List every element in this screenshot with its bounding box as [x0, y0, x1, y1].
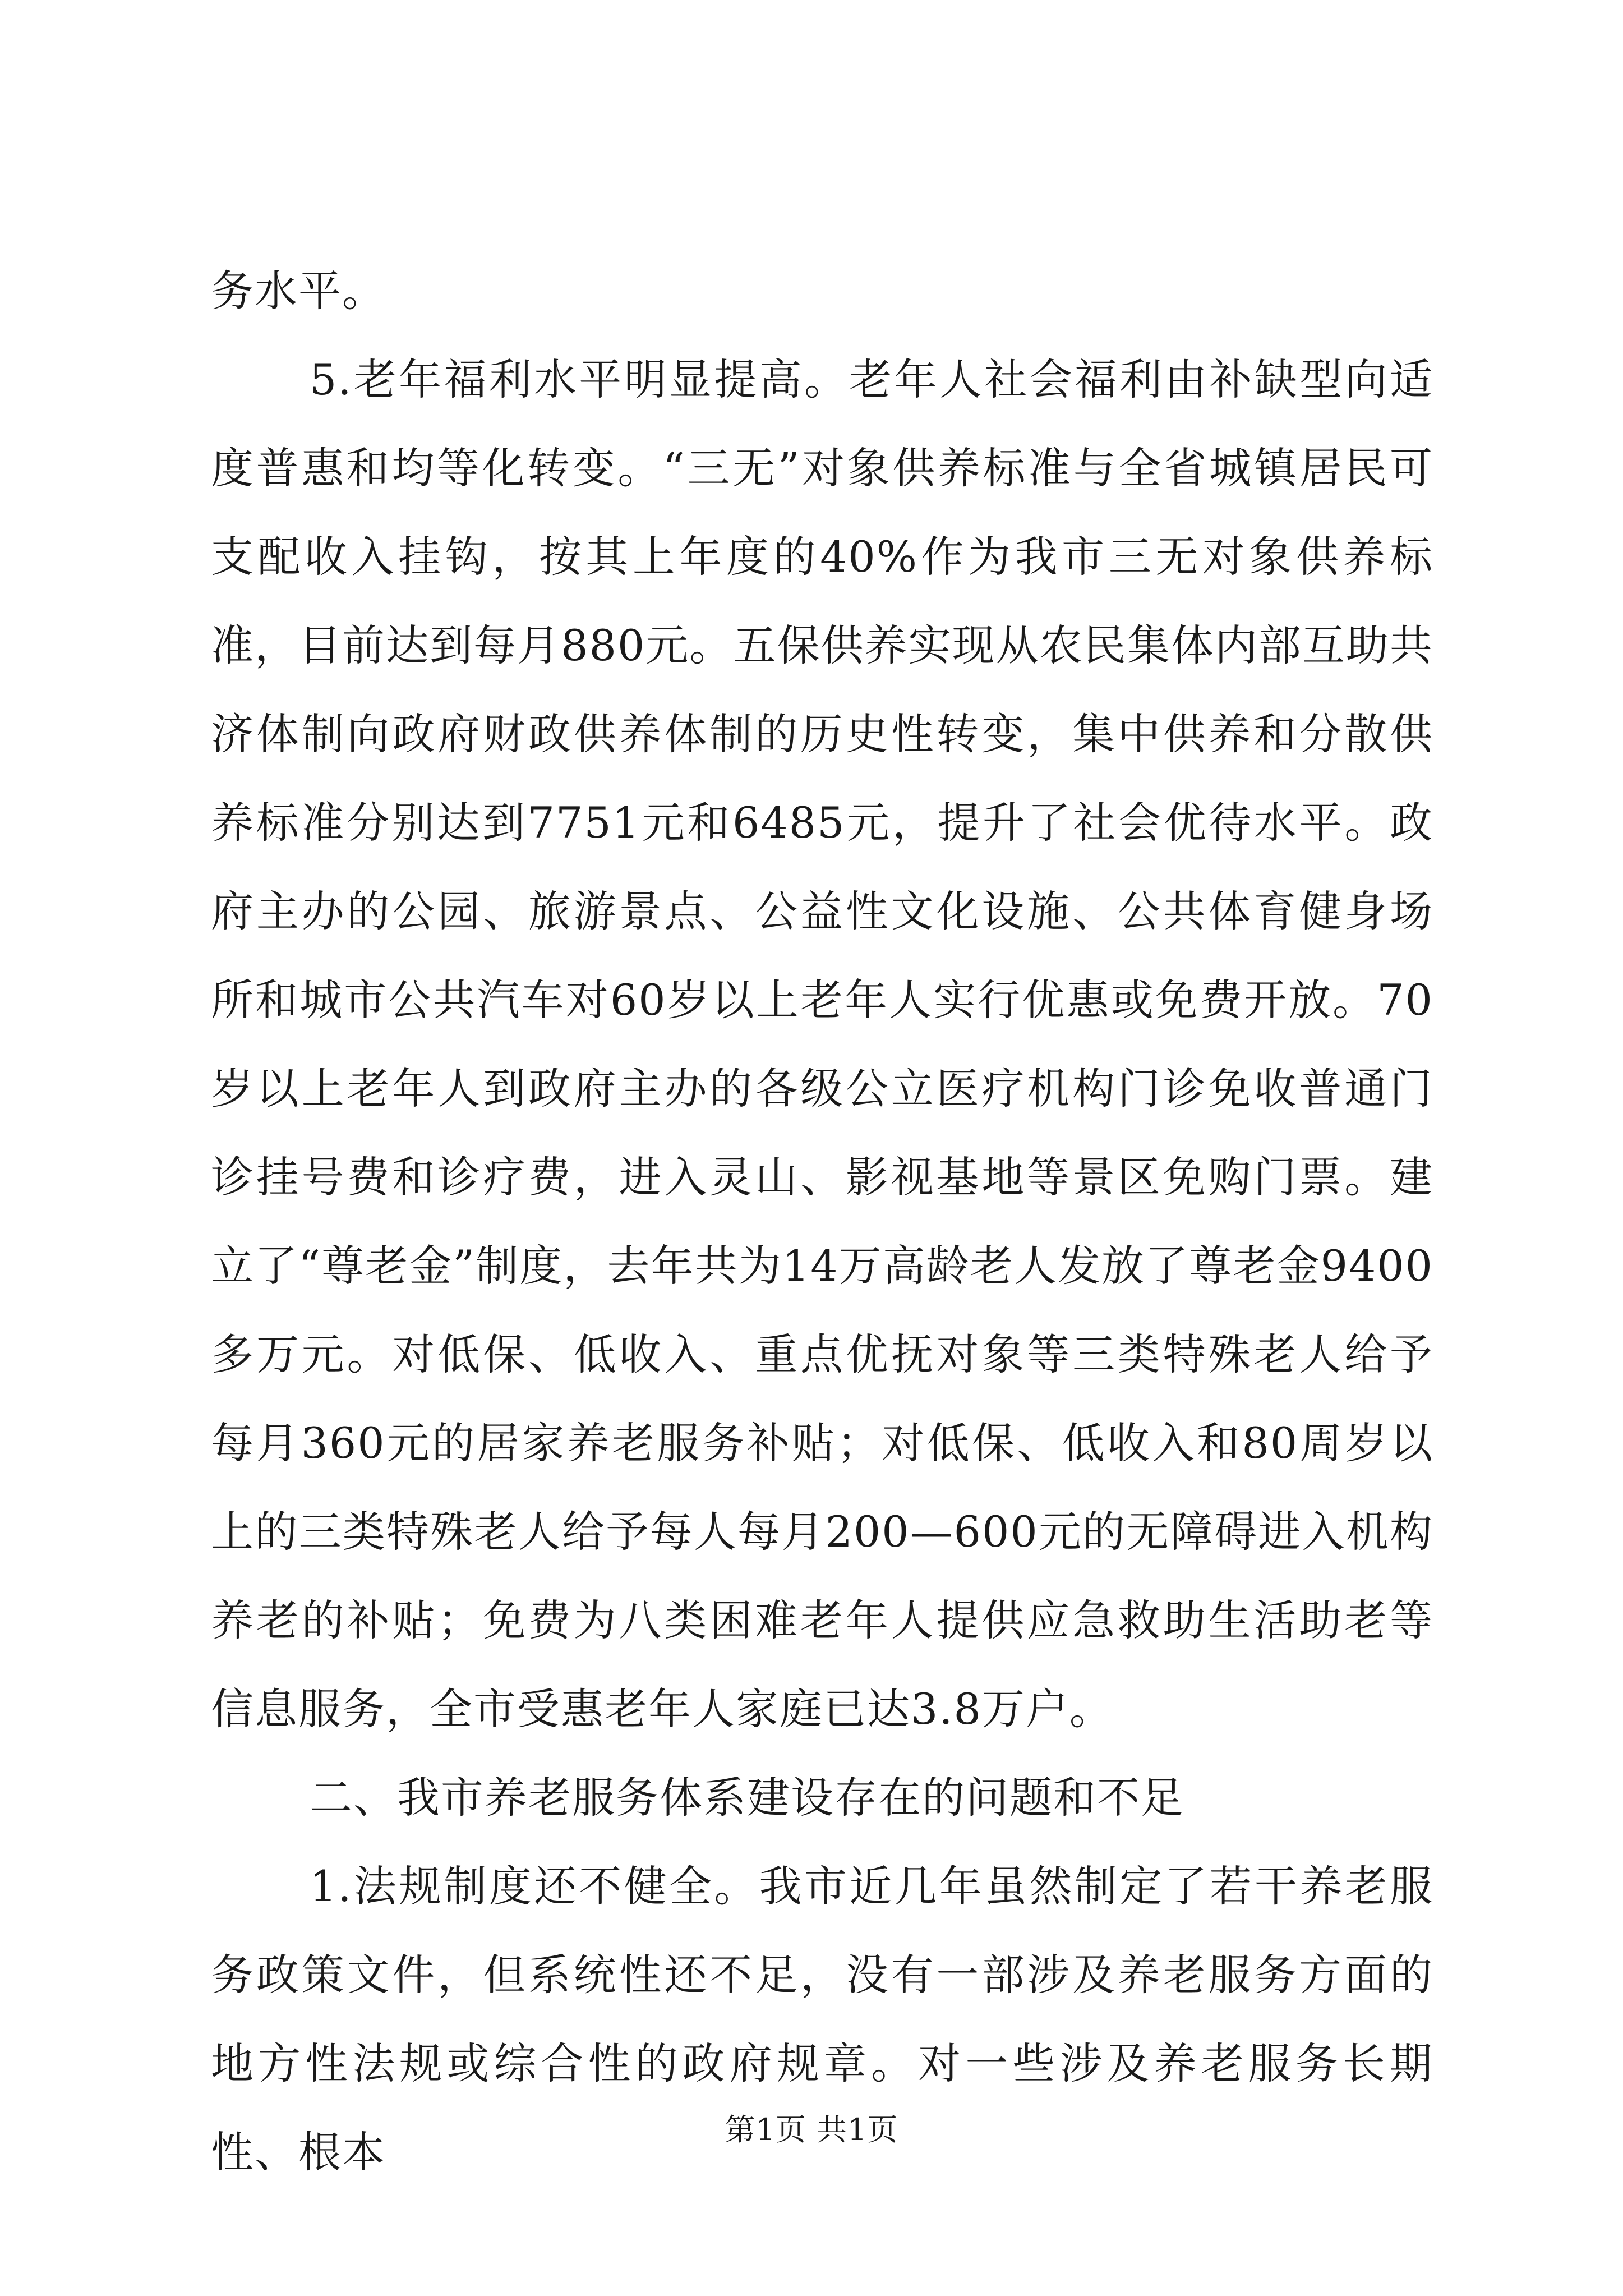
page-footer: 第1页 共1页 [725, 2112, 898, 2147]
paragraph-welfare: 5.老年福利水平明显提高。老年人社会福利由补缺型向适度普惠和均等化转变。“三无”对象供养标准与全省城镇居民可支配收入挂钩，按其上年度的40%作为我市三无对象供养标准，目前达到每月880元。五保供养实现从农民集体内部互助共济体制向政府财政供养体制的历史性转变，集中供养和分散供养标准分别达到7751元和6485元，提升了社会优待水平。政府主办的公园、旅游景点、公益性文化设施、公共体育健身场所和城市公共汽车对60岁以上老年人实行优惠或免费开放。70岁以上老年人到政府主办的各级公立医疗机构门诊免收普通门诊挂号费和诊疗费，进入灵山、影视基地等景区免购门票。建立了“尊老金”制度，去年共为14万高龄老人发放了尊老金9400多万元。对低保、低收入、重点优抚对象等三类特殊老人给予每月360元的居家养老服务补贴；对低保、低收入和80周岁以上的三类特殊老人给予每人每月200—600元的无障碍进入机构养老的补贴；免费为八类困难老年人提供应急救助生活助老等信息服务，全市受惠老年人家庭已达3.8万户。 [211, 355, 1433, 1734]
document-body [211, 247, 1433, 2197]
paragraph-continuation: 务水平。 [211, 266, 386, 316]
section-heading: 二、我市养老服务体系建设存在的问题和不足 [310, 1773, 1184, 1823]
paragraph-regulations: 1.法规制度还不健全。我市近几年虽然制定了若干养老服务政策文件，但系统性还不足，没有一部涉及养老服务方面的地方性法规或综合性的政府规章。对一些涉及养老服务长期性、根本 [211, 1861, 1433, 2177]
